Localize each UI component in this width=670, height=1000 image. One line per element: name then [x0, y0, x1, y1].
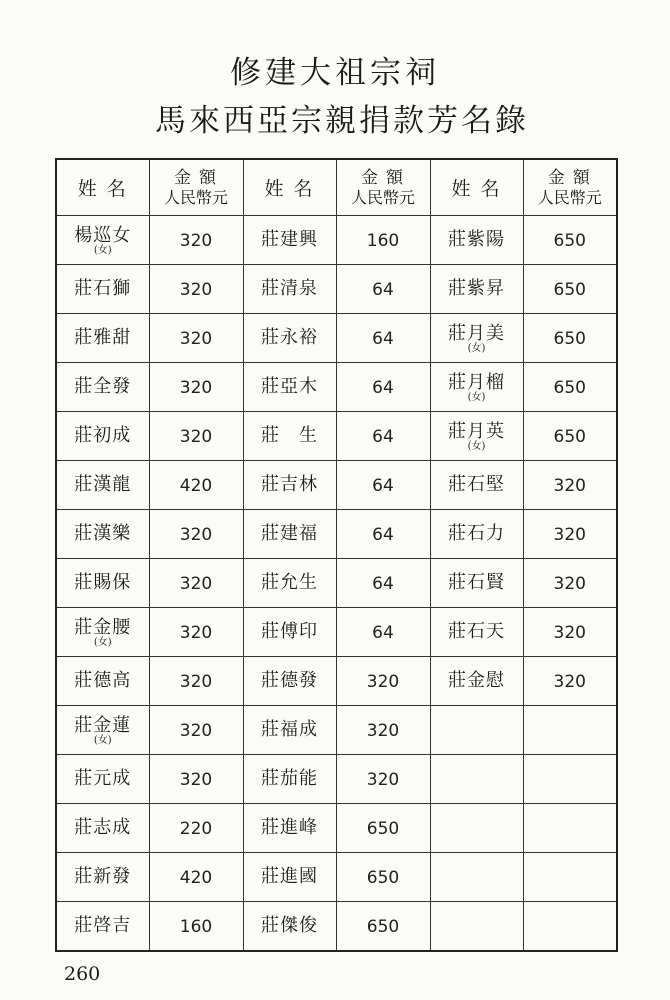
- donation-amount: 320: [179, 769, 213, 790]
- donor-name: 莊福成: [261, 719, 318, 740]
- donation-amount: 160: [366, 230, 400, 251]
- donor-name-cell: [243, 608, 336, 657]
- donor-name: 莊石堅: [448, 474, 505, 495]
- table-row: [56, 706, 617, 755]
- donation-amount-cell: [149, 510, 243, 559]
- donation-amount: 650: [553, 328, 586, 349]
- donor-name: 莊石天: [448, 621, 505, 642]
- donation-amount-cell: [336, 216, 430, 265]
- donation-amount-cell: [523, 804, 617, 853]
- donation-amount-cell: [336, 314, 430, 363]
- donation-amount: 650: [366, 867, 400, 888]
- donor-name-cell: [430, 510, 523, 559]
- header-name-label: 姓名: [451, 178, 510, 200]
- donation-amount: 320: [179, 524, 213, 545]
- donor-name-cell: [430, 657, 523, 706]
- donor-name: 莊金蓮: [74, 714, 132, 736]
- header-name-1: [56, 159, 149, 216]
- donation-amount-cell: [336, 363, 430, 412]
- donor-name: 莊清泉: [261, 278, 318, 299]
- donor-name: 莊石力: [448, 523, 505, 544]
- donor-name-cell: [243, 265, 336, 314]
- donor-name: 莊德發: [261, 670, 318, 691]
- title-block: [0, 52, 670, 142]
- donation-amount: 320: [179, 622, 213, 643]
- donation-amount-cell: [336, 608, 430, 657]
- donation-amount-cell: [523, 755, 617, 804]
- donor-name: 莊月榴: [448, 371, 505, 393]
- donor-name: 莊金慰: [448, 670, 505, 691]
- donation-amount-cell: [523, 510, 617, 559]
- donor-name-cell: [56, 216, 149, 265]
- donation-amount: 650: [553, 377, 586, 398]
- donor-name-cell: [430, 216, 523, 265]
- donor-name-cell: [430, 461, 523, 510]
- donor-name: 莊初成: [74, 425, 132, 446]
- donation-amount-cell: [523, 706, 617, 755]
- female-marker: (女): [93, 244, 112, 256]
- donation-amount: 64: [372, 622, 394, 643]
- donation-amount-cell: [523, 608, 617, 657]
- donor-name-cell: [56, 412, 149, 461]
- donation-amount: 220: [179, 818, 213, 839]
- header-amount-label: 金額: [174, 167, 224, 188]
- donation-amount-cell: [336, 559, 430, 608]
- donation-amount: 64: [372, 328, 394, 349]
- donation-amount-cell: [523, 412, 617, 461]
- donor-name: 莊 生: [261, 425, 318, 446]
- table-row: [56, 412, 617, 461]
- donor-name-cell: [243, 314, 336, 363]
- donation-amount-cell: [523, 902, 617, 952]
- donation-amount-cell: [336, 755, 430, 804]
- donor-name-cell: [56, 755, 149, 804]
- donation-amount: 650: [553, 426, 586, 447]
- donation-amount: 320: [553, 573, 586, 594]
- donation-amount: 320: [179, 573, 213, 594]
- donor-name-cell: [243, 902, 336, 952]
- donation-amount-cell: [336, 265, 430, 314]
- donation-amount-cell: [149, 853, 243, 902]
- donor-name: 莊紫陽: [448, 229, 505, 250]
- donor-name-cell: [243, 363, 336, 412]
- donation-amount-cell: [149, 461, 243, 510]
- donation-amount-cell: [149, 706, 243, 755]
- donor-name: 莊紫昇: [448, 278, 505, 299]
- donation-amount: 320: [366, 720, 400, 741]
- header-name-3: [430, 159, 523, 216]
- donation-amount: 320: [179, 426, 213, 447]
- donor-name-cell: [243, 853, 336, 902]
- donation-amount-cell: [336, 461, 430, 510]
- donation-amount: 320: [553, 475, 586, 496]
- donation-amount-cell: [149, 265, 243, 314]
- donation-amount: 420: [179, 475, 213, 496]
- donation-amount: 320: [366, 671, 400, 692]
- donor-name-cell: [56, 265, 149, 314]
- donation-amount: 64: [372, 573, 394, 594]
- female-marker: (女): [467, 440, 486, 452]
- donation-amount-cell: [336, 902, 430, 952]
- donor-name-cell: [430, 314, 523, 363]
- donor-name: 莊全發: [74, 376, 132, 397]
- donor-name: 莊亞木: [261, 376, 318, 397]
- donor-name-cell: [430, 706, 523, 755]
- donor-name-cell: [430, 412, 523, 461]
- header-amount-3: [523, 159, 617, 216]
- donation-amount: 320: [179, 377, 213, 398]
- donor-name: 莊月英: [448, 420, 505, 442]
- donor-name-cell: [430, 265, 523, 314]
- donation-amount-cell: [149, 216, 243, 265]
- donor-name: 莊傑俊: [261, 915, 318, 936]
- donor-name-cell: [243, 510, 336, 559]
- donor-name-cell: [243, 706, 336, 755]
- donation-amount: 320: [179, 230, 213, 251]
- donation-amount: 320: [366, 769, 400, 790]
- donation-amount: 64: [372, 377, 394, 398]
- donor-name-cell: [56, 510, 149, 559]
- donor-name: 莊建福: [261, 523, 318, 544]
- donor-name-cell: [56, 314, 149, 363]
- donation-amount-cell: [149, 314, 243, 363]
- donation-amount-cell: [523, 265, 617, 314]
- donor-name-cell: [430, 559, 523, 608]
- donor-name: 莊允生: [261, 572, 318, 593]
- donor-name-cell: [430, 902, 523, 952]
- header-name-label: 姓名: [264, 178, 323, 200]
- donor-name: 莊進國: [261, 866, 318, 887]
- donation-amount: 64: [372, 524, 394, 545]
- table-row: [56, 902, 617, 952]
- donor-name: 莊元成: [74, 768, 132, 789]
- donation-amount-cell: [523, 461, 617, 510]
- donor-name-cell: [243, 412, 336, 461]
- donation-amount-cell: [523, 363, 617, 412]
- donation-amount: 160: [179, 916, 213, 937]
- table-row: [56, 559, 617, 608]
- donor-name-cell: [430, 363, 523, 412]
- header-currency-label: 人民幣元: [537, 187, 602, 207]
- header-currency-label: 人民幣元: [350, 187, 415, 207]
- donation-amount-cell: [149, 559, 243, 608]
- donor-name: 莊建興: [261, 229, 318, 250]
- donor-name-cell: [56, 608, 149, 657]
- donor-name: 莊漢樂: [74, 523, 132, 544]
- donation-amount: 64: [372, 279, 394, 300]
- donation-amount-cell: [336, 412, 430, 461]
- page-number: 260: [64, 963, 101, 985]
- header-currency-label: 人民幣元: [163, 187, 228, 207]
- female-marker: (女): [93, 734, 112, 746]
- donation-amount-cell: [523, 559, 617, 608]
- table-row: [56, 265, 617, 314]
- header-amount-label: 金額: [361, 167, 411, 188]
- donor-name: 莊石獅: [74, 278, 132, 299]
- table-row: [56, 657, 617, 706]
- donation-amount: 320: [179, 720, 213, 741]
- donor-name: 莊永裕: [261, 327, 318, 348]
- donation-amount: 320: [553, 622, 586, 643]
- donor-name-cell: [243, 461, 336, 510]
- table-row: [56, 853, 617, 902]
- donor-name-cell: [430, 804, 523, 853]
- donor-name: 莊新發: [74, 866, 132, 887]
- donation-amount-cell: [523, 657, 617, 706]
- page-subtitle: 馬來西亞宗親捐款芳名錄: [155, 103, 529, 139]
- donation-amount-cell: [149, 902, 243, 952]
- table-row: [56, 363, 617, 412]
- donor-name: 莊啓吉: [74, 915, 132, 936]
- donation-amount: 64: [372, 475, 394, 496]
- donation-amount: 320: [179, 328, 213, 349]
- table-row: [56, 608, 617, 657]
- table-row: [56, 804, 617, 853]
- page-title: 修建大祖宗祠: [230, 55, 440, 91]
- donation-amount: 320: [179, 671, 213, 692]
- donor-name: 莊賜保: [74, 572, 132, 593]
- donation-amount: 650: [553, 279, 586, 300]
- donation-amount: 650: [366, 916, 400, 937]
- donor-name: 楊巡女: [74, 224, 132, 246]
- donation-amount-cell: [523, 853, 617, 902]
- female-marker: (女): [93, 636, 112, 648]
- donor-name-cell: [56, 853, 149, 902]
- table-row: [56, 755, 617, 804]
- donor-name: 莊月美: [448, 322, 505, 344]
- female-marker: (女): [467, 391, 486, 403]
- donor-table-body: [56, 216, 617, 952]
- donor-name-cell: [56, 461, 149, 510]
- donation-amount: 650: [553, 230, 586, 251]
- donation-amount: 64: [372, 426, 394, 447]
- donor-name-cell: [56, 706, 149, 755]
- donor-name-cell: [56, 657, 149, 706]
- table-row: [56, 510, 617, 559]
- donor-name-cell: [56, 804, 149, 853]
- donation-amount-cell: [336, 853, 430, 902]
- donation-amount: 320: [553, 671, 586, 692]
- header-amount-2: [336, 159, 430, 216]
- donation-amount-cell: [336, 804, 430, 853]
- donation-amount-cell: [336, 510, 430, 559]
- donor-name-cell: [430, 608, 523, 657]
- donor-name-cell: [243, 559, 336, 608]
- donation-amount-cell: [149, 755, 243, 804]
- female-marker: (女): [467, 342, 486, 354]
- donation-amount-cell: [149, 657, 243, 706]
- table-row: [56, 314, 617, 363]
- donor-name: 莊石賢: [448, 572, 505, 593]
- donor-name: 莊漢龍: [74, 474, 132, 495]
- header-name-2: [243, 159, 336, 216]
- donor-name-cell: [243, 804, 336, 853]
- donation-amount: 320: [179, 279, 213, 300]
- donation-amount-cell: [149, 363, 243, 412]
- donor-name: 莊茄能: [261, 768, 318, 789]
- donor-name: 莊志成: [74, 817, 132, 838]
- donor-name: 莊吉林: [261, 474, 318, 495]
- donor-name-cell: [430, 755, 523, 804]
- donor-name-cell: [430, 853, 523, 902]
- donation-amount-cell: [336, 706, 430, 755]
- donor-name-cell: [243, 755, 336, 804]
- donation-amount-cell: [523, 314, 617, 363]
- donor-name-cell: [243, 657, 336, 706]
- donor-name: 莊進峰: [261, 817, 318, 838]
- donor-name-cell: [56, 559, 149, 608]
- donation-amount-cell: [336, 657, 430, 706]
- donation-amount: 320: [553, 524, 586, 545]
- donor-name: 莊金腰: [74, 616, 132, 638]
- donor-name-cell: [243, 216, 336, 265]
- table-row: [56, 461, 617, 510]
- table-header-row: [56, 159, 617, 216]
- donation-amount-cell: [149, 608, 243, 657]
- donation-amount-cell: [149, 804, 243, 853]
- donation-amount: 420: [179, 867, 213, 888]
- donor-table: [55, 158, 618, 952]
- donor-name-cell: [56, 363, 149, 412]
- donor-name-cell: [56, 902, 149, 952]
- donor-name: 莊雅甜: [74, 327, 132, 348]
- donor-name: 莊傅印: [261, 621, 318, 642]
- donation-amount-cell: [149, 412, 243, 461]
- donation-amount: 650: [366, 818, 400, 839]
- header-amount-1: [149, 159, 243, 216]
- donor-name: 莊德高: [74, 670, 132, 691]
- header-name-label: 姓名: [77, 178, 136, 200]
- header-amount-label: 金額: [547, 167, 598, 188]
- table-row: [56, 216, 617, 265]
- donation-amount-cell: [523, 216, 617, 265]
